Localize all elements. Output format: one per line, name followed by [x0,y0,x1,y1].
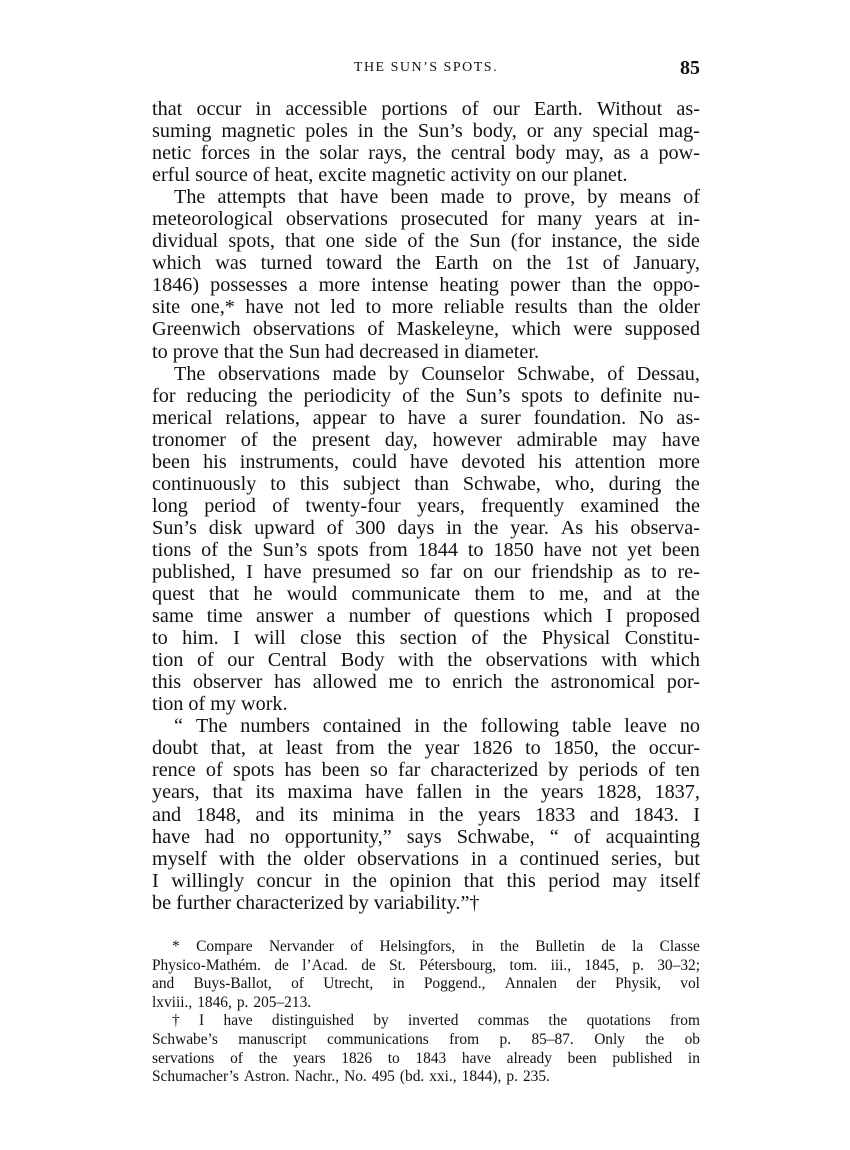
footnote-line: and Buys-Ballot, of Utrecht, in Poggend., Annalen der Physik, vol [152,975,700,993]
text-line: myself with the older observations in a continued series, but [152,847,700,870]
text-line: that occur in accessible portions of our Earth. Without as- [152,98,700,120]
text-line: have had no opportunity,” says Schwabe, “ of acquainting [152,825,700,848]
text-line: I willingly concur in the opinion that this period may itself [152,869,700,892]
text-line: “ The numbers contained in the following table leave no [174,715,700,738]
text-line: Greenwich observations of Maskeleyne, which were supposed [152,318,700,341]
text-line: rence of spots has been so far characterized by periods of ten [152,759,700,782]
footnote-line: Schumacher’s Astron. Nachr., No. 495 (bd. xxi., 1844), p. 235. [152,1068,550,1086]
footnote-line: servations of the years 1826 to 1843 have already been published in [152,1049,700,1067]
text-line: continuously to this subject than Schwabe, who, during the [152,472,700,495]
page-number: 85 [680,57,700,79]
footnote-line: * Compare Nervander of Helsingfors, in the Bulletin de la Classe [172,938,700,955]
text-line: site one,* have not led to more reliable results than the older [152,296,700,319]
text-line: be further characterized by variability.”† [152,891,480,914]
text-line: for reducing the periodicity of the Sun’s spots to definite nu- [152,384,700,407]
text-line: erful source of heat, excite magnetic activity on our planet. [152,164,628,187]
text-line: to prove that the Sun had decreased in diameter. [152,340,540,363]
text-line: The observations made by Counselor Schwabe, of Dessau, [174,362,700,385]
text-line: been his instruments, could have devoted his attention more [152,450,700,473]
running-title: THE SUN’S SPOTS. [353,60,499,75]
body-text [152,98,700,914]
text-line: 1846) possesses a more intense heating power than the oppo- [152,274,700,297]
text-line: tronomer of the present day, however admirable may have [152,428,700,451]
text-line: and 1848, and its minima in the years 1833 and 1843. I [152,803,700,826]
text-line: tions of the Sun’s spots from 1844 to 1850 have not yet been [152,538,700,561]
text-line: same time answer a number of questions which I proposed [152,605,700,628]
page-header [152,57,700,84]
text-line: netic forces in the solar rays, the central body may, as a pow- [152,142,700,165]
text-line: suming magnetic poles in the Sun’s body, or any special mag- [152,120,700,143]
text-line: quest that he would communicate them to me, and at the [152,583,700,606]
text-line: tion of our Central Body with the observations with which [152,649,700,672]
text-line: tion of my work. [152,693,288,716]
text-line: dividual spots, that one side of the Sun (for instance, the side [152,230,700,253]
text-line: published, I have presumed so far on our friendship as to re- [152,560,700,583]
footnote-line: † I have distinguished by inverted commas the quotations from [172,1012,700,1030]
text-line: which was turned toward the Earth on the 1st of January, [152,252,700,275]
footnote-line: Physico-Mathém. de l’Acad. de St. Pétersbourg, tom. iii., 1845, p. 30–32; [152,956,700,974]
text-line: to him. I will close this section of the Physical Constitu- [152,627,700,650]
footnote-line: lxviii., 1846, p. 205–213. [152,993,312,1011]
text-line: Sun’s disk upward of 300 days in the year. As his observa- [152,516,700,539]
text-line: The attempts that have been made to prove, by means of [174,186,700,209]
footnote-line: Schwabe’s manuscript communications from p. 85–87. Only the ob [152,1030,700,1048]
text-line: this observer has allowed me to enrich the astronomical por- [152,671,700,694]
text-line: meteorological observations prosecuted for many years at in- [152,208,700,231]
text-line: years, that its maxima have fallen in the years 1828, 1837, [152,781,700,804]
text-line: doubt that, at least from the year 1826 to 1850, the occur- [152,737,700,760]
text-line: long period of twenty-four years, frequently examined the [152,494,700,517]
text-line: merical relations, appear to have a surer foundation. No as- [152,406,700,429]
footnotes [152,938,700,1087]
